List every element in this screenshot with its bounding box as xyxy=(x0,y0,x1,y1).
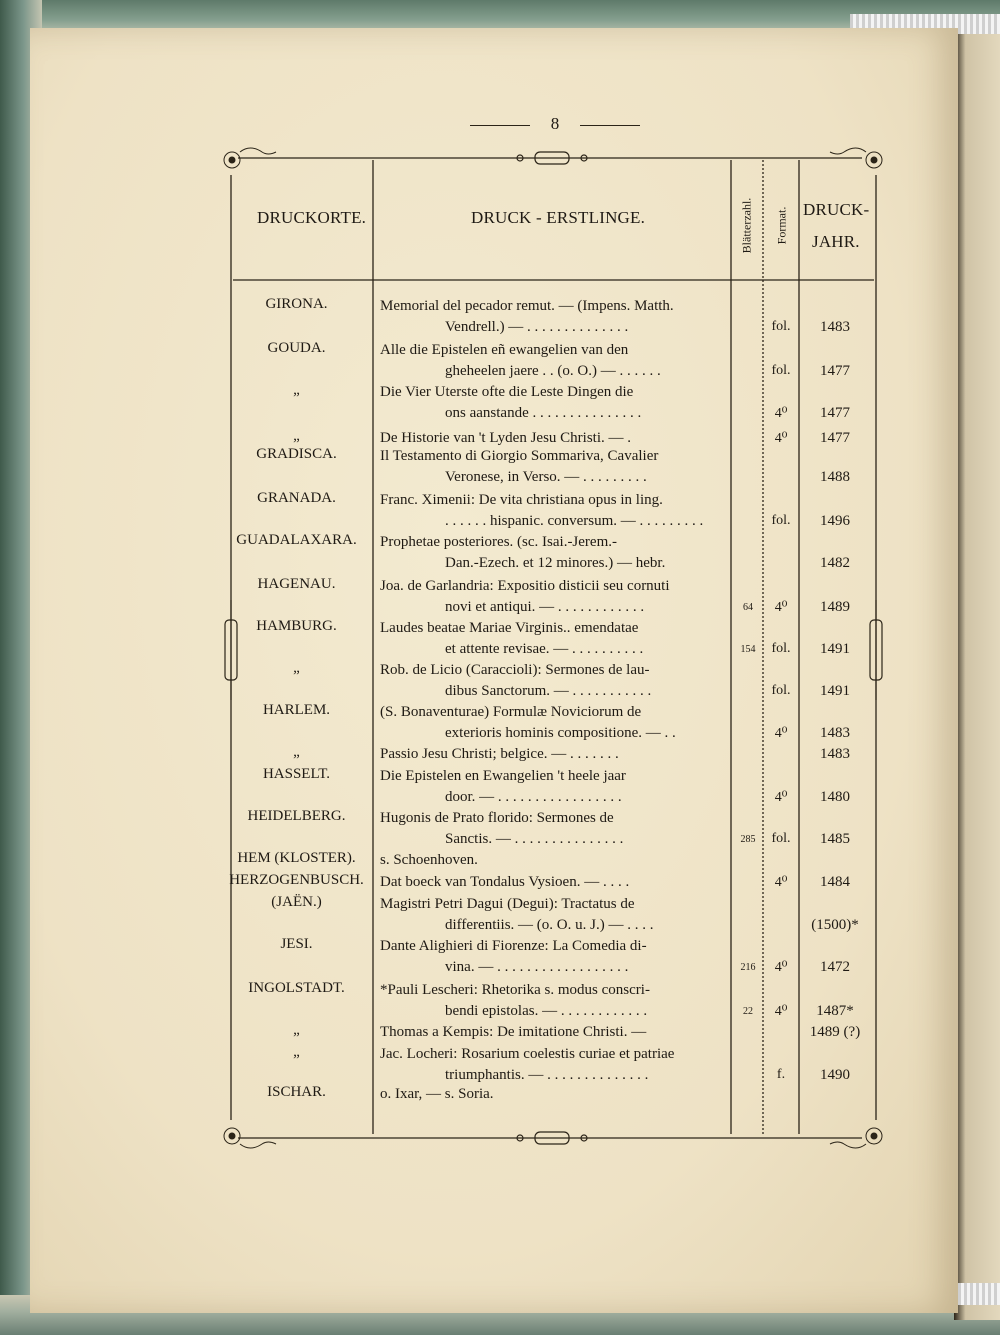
entry-leaves: 154 xyxy=(740,644,756,655)
entry-format: 4⁰ xyxy=(774,406,788,421)
entry-year: 1477 xyxy=(820,430,850,446)
entry-title-line2: differentiis. — (o. O. u. J.) — . . . . xyxy=(445,917,654,933)
header-blaetterzahl: Blätterzahl. xyxy=(739,197,754,254)
entry-place: „ xyxy=(293,428,300,444)
entry-title-line1: De Historie van 't Lyden Jesu Christi. — . xyxy=(380,430,632,446)
entry-title-line1: Die Epistelen en Ewangelien 't heele jaar xyxy=(380,768,626,784)
entry-place: „ xyxy=(293,1044,300,1060)
entry-year: 1483 xyxy=(820,319,850,335)
entry-year: 1489 (?) xyxy=(809,1024,861,1040)
entry-title-line1: Dat boeck van Tondalus Vysioen. — . . . . xyxy=(380,874,630,890)
entry-year: 1484 xyxy=(820,874,850,890)
entry-title-line1: Hugonis de Prato florido: Sermones de xyxy=(380,810,614,826)
entry-year: 1488 xyxy=(820,469,850,485)
entry-place: JESI. xyxy=(280,936,313,952)
entry-title-line1: Joa. de Garlandria: Expositio disticii seu cornuti xyxy=(380,578,670,594)
entry-place: (JAËN.) xyxy=(271,894,322,910)
header-druckjahr-2: JAHR. xyxy=(812,232,860,251)
entry-place: „ xyxy=(293,744,300,760)
entry-title-line2: triumphantis. — . . . . . . . . . . . . . . xyxy=(445,1067,649,1083)
entry-leaves: 216 xyxy=(740,962,756,973)
entry-place: GRANADA. xyxy=(257,490,336,506)
entry-place: „ xyxy=(293,1022,300,1038)
entry-place: INGOLSTADT. xyxy=(248,980,345,996)
entry-title-line2: et attente revisae. — . . . . . . . . . . xyxy=(445,641,644,657)
entry-place: HAGENAU. xyxy=(257,576,336,592)
entry-place: GUADALAXARA. xyxy=(236,532,357,548)
entry-format: 4⁰ xyxy=(774,875,788,890)
entry-year: 1496 xyxy=(820,513,850,529)
entry-format: fol. xyxy=(771,513,791,528)
entry-title-line2: exterioris hominis compositione. — . . xyxy=(445,725,676,741)
entry-place: GIRONA. xyxy=(265,296,328,312)
entry-place: HEIDELBERG. xyxy=(247,808,346,824)
entry-year: 1485 xyxy=(820,831,850,847)
entry-format: fol. xyxy=(771,831,791,846)
entry-place: HEM (KLOSTER). xyxy=(237,850,356,866)
entry-year: 1472 xyxy=(820,959,850,975)
entry-place: HASSELT. xyxy=(262,766,331,782)
entry-place: GOUDA. xyxy=(267,340,326,356)
entry-title-line2: dibus Sanctorum. — . . . . . . . . . . . xyxy=(445,683,652,699)
entry-title-line2: door. — . . . . . . . . . . . . . . . . . xyxy=(445,789,622,805)
entry-title-line2: Dan.-Ezech. et 12 minores.) — hebr. xyxy=(445,555,666,571)
entry-year: 1489 xyxy=(820,599,850,615)
entry-format: 4⁰ xyxy=(774,960,788,975)
entry-title-line1: Prophetae posteriores. (sc. Isai.-Jerem.- xyxy=(380,534,617,550)
entry-title-line1: s. Schoenhoven. xyxy=(380,852,478,868)
entry-year: 1483 xyxy=(820,746,850,762)
entry-title-line2: Veronese, in Verso. — . . . . . . . . . xyxy=(445,469,647,485)
entry-place: „ xyxy=(293,382,300,398)
entry-year: (1500)* xyxy=(811,917,859,933)
entry-format: fol. xyxy=(771,319,791,334)
entry-title-line1: Il Testamento di Giorgio Sommariva, Cavalier xyxy=(380,448,659,464)
entry-year: 1491 xyxy=(820,683,850,699)
entry-title-line2: novi et antiqui. — . . . . . . . . . . . . xyxy=(445,599,645,615)
entry-title-line1: Thomas a Kempis: De imitatione Christi. — xyxy=(380,1024,647,1040)
entry-leaves: 22 xyxy=(743,1006,753,1017)
entry-place: HAMBURG. xyxy=(256,618,337,634)
entry-year: 1482 xyxy=(820,555,850,571)
entry-year: 1477 xyxy=(820,363,850,379)
entry-title-line1: Die Vier Uterste ofte die Leste Dingen die xyxy=(380,384,634,400)
entry-format: fol. xyxy=(771,641,791,656)
entry-title-line2: Sanctis. — . . . . . . . . . . . . . . . xyxy=(445,831,624,847)
entry-leaves: 64 xyxy=(743,602,753,613)
entry-year: 1480 xyxy=(820,789,850,805)
entry-title-line2: vina. — . . . . . . . . . . . . . . . . . . xyxy=(445,959,629,975)
entry-format: 4⁰ xyxy=(774,790,788,805)
entry-title-line1: Rob. de Licio (Caraccioli): Sermones de lau- xyxy=(380,662,650,678)
entry-format: 4⁰ xyxy=(774,431,788,446)
entry-title-line1: Jac. Locheri: Rosarium coelestis curiae et patriae xyxy=(380,1046,675,1062)
entry-place: GRADISCA. xyxy=(256,446,337,462)
entry-format: 4⁰ xyxy=(774,1004,788,1019)
entry-title-line1: Memorial del pecador remut. — (Impens. Matth. xyxy=(380,298,674,314)
entry-place: HARLEM. xyxy=(262,702,331,718)
entry-title-line1: *Pauli Lescheri: Rhetorika s. modus conscri- xyxy=(380,982,650,998)
entry-year: 1483 xyxy=(820,725,850,741)
entry-format: fol. xyxy=(771,363,791,378)
header-druckorte: DRUCKORTE. xyxy=(257,208,367,227)
entry-format: 4⁰ xyxy=(774,600,788,615)
page-number: 8 xyxy=(550,114,560,133)
entry-format: 4⁰ xyxy=(774,726,788,741)
entry-title-line2: Vendrell.) — . . . . . . . . . . . . . . xyxy=(445,319,629,335)
entry-year: 1490 xyxy=(820,1067,850,1083)
entry-title-line1: Magistri Petri Dagui (Degui): Tractatus de xyxy=(380,896,635,912)
entry-title-line1: Dante Alighieri di Fiorenze: La Comedia di- xyxy=(380,938,647,954)
header-druck-erstlinge: DRUCK - ERSTLINGE. xyxy=(471,208,646,227)
entry-place: HERZOGENBUSCH. xyxy=(229,872,364,888)
header-format: Format. xyxy=(774,206,789,245)
entry-place: „ xyxy=(293,660,300,676)
entry-year: 1477 xyxy=(820,405,850,421)
entry-place: ISCHAR. xyxy=(267,1084,326,1100)
entry-title-line1: o. Ixar, — s. Soria. xyxy=(380,1086,494,1102)
entry-format: fol. xyxy=(771,683,791,698)
entry-title-line2: . . . . . . hispanic. conversum. — . . . . . . . . . xyxy=(445,513,704,529)
entry-title-line2: ons aanstande . . . . . . . . . . . . . . . xyxy=(445,405,642,421)
entry-year: 1487* xyxy=(816,1003,854,1019)
entry-year: 1491 xyxy=(820,641,850,657)
entry-title-line1: Franc. Ximenii: De vita christiana opus in ling. xyxy=(380,492,663,508)
entry-title-line1: Alle die Epistelen eñ ewangelien van den xyxy=(380,342,629,358)
entry-title-line2: bendi epistolas. — . . . . . . . . . . . . xyxy=(445,1003,648,1019)
entry-format: f. xyxy=(776,1067,786,1082)
entry-title-line1: Passio Jesu Christi; belgice. — . . . . . . . xyxy=(380,746,619,762)
entry-title-line1: Laudes beatae Mariae Virginis.. emendatae xyxy=(380,620,639,636)
header-druckjahr-1: DRUCK- xyxy=(803,200,870,219)
entry-title-line2: gheheelen jaere . . (o. O.) — . . . . . . xyxy=(445,363,661,379)
entry-title-line1: (S. Bonaventurae) Formulæ Noviciorum de xyxy=(380,704,642,720)
entry-leaves: 285 xyxy=(740,834,756,845)
